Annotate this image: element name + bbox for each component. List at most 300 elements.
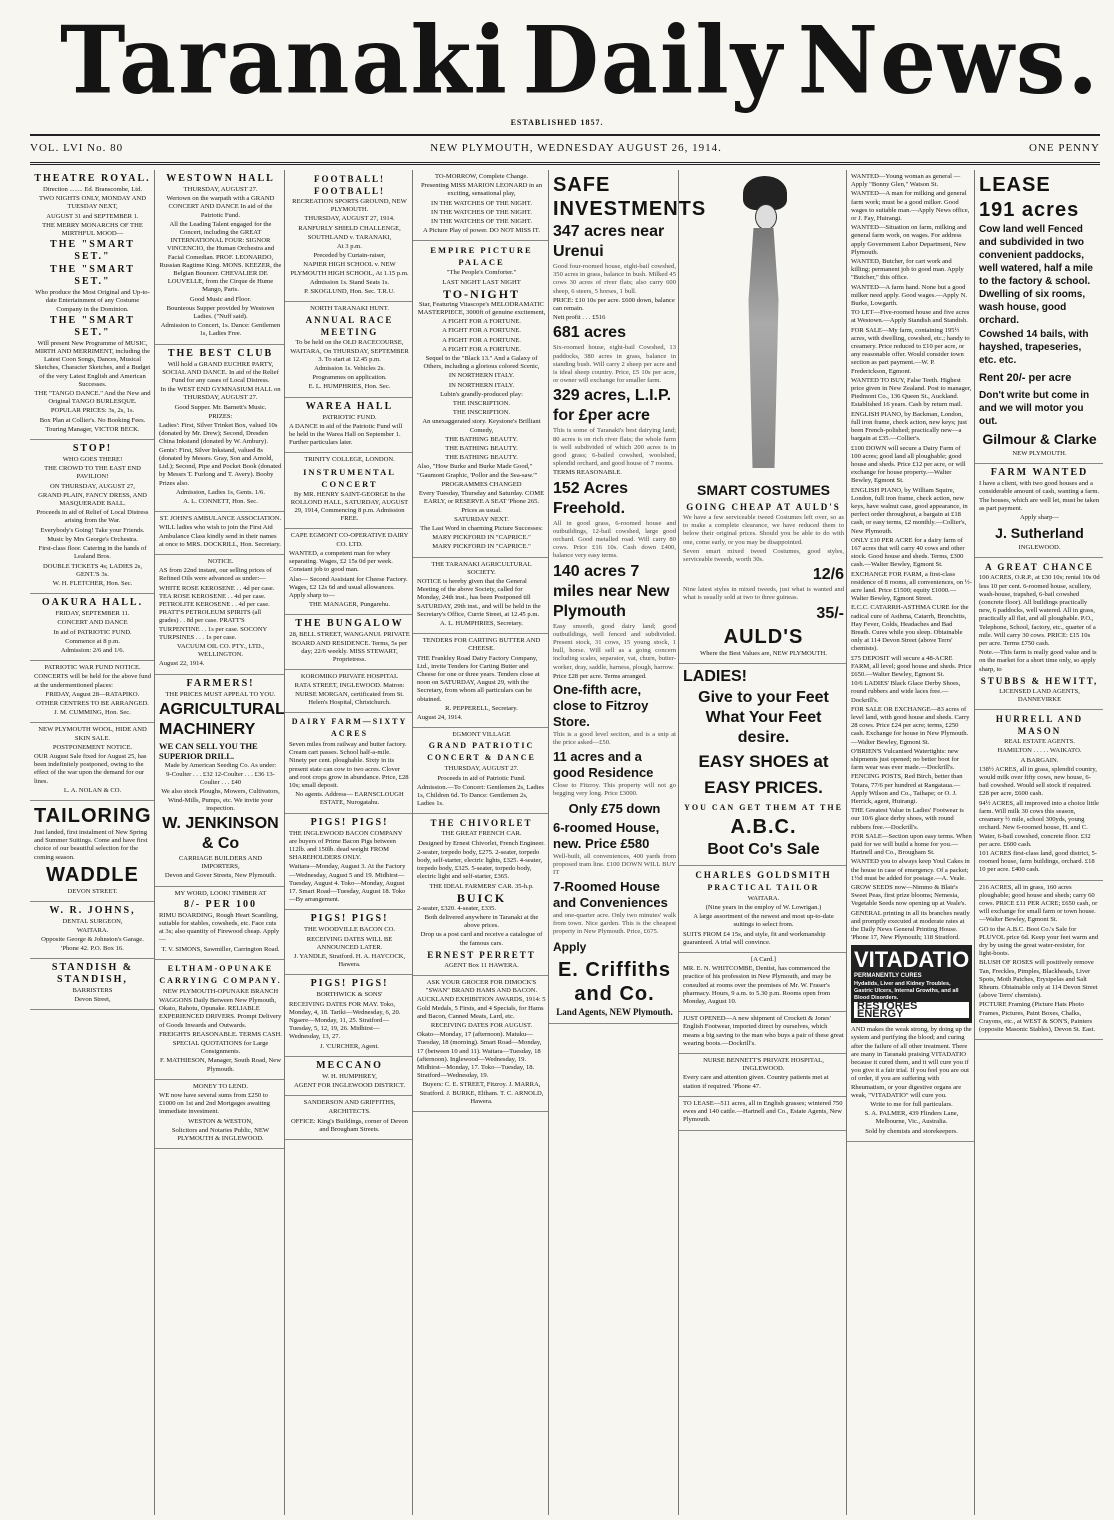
fitzroy-heading: One-fifth acre, close to Fitzroy Store. xyxy=(553,682,649,730)
koromiko-heading: KOROMIKO PRIVATE HOSPITAL xyxy=(300,673,399,681)
best-club-where: In the WEST END GYMNASIUM HALL on THURSDAY, AUGUST 27. xyxy=(160,386,281,402)
sold-by: Sold by chemists and storekeepers. xyxy=(865,1127,958,1135)
farm-wanted-body: I have a client, with two good houses and a considerable amount of cash, wanting a farm. The houses, which are well let, must be taken as part payment. xyxy=(979,480,1100,512)
griffiths-role: Land Agents, NEW Plymouth. xyxy=(556,1007,673,1018)
column-8 xyxy=(974,170,1103,1515)
timber-body: RIMU BOARDING, Rough Heart Scantling, suitable for stables, cowsheds, etc. Face cuts at 3s; also quantity of Firewood cheap. Apply— xyxy=(159,911,280,944)
tenders-signature: R. PEPPERELL, Secretary. xyxy=(445,704,518,712)
great-chance-heading: A GREAT CHANCE xyxy=(985,562,1094,573)
sanderson-role: ARCHITECTS. xyxy=(328,1108,371,1116)
dairy-heading: DAIRY FARM—SIXTY ACRES xyxy=(291,716,408,738)
tenders-body: THE Frankley Road Dairy Factory Company, Ltd., invite Tenders for Carting Butter and Cheese for one or three years. Tenders close at noon on SATURDAY, August 29, with the Secretary, from whom all particulars can be obtained. xyxy=(417,654,540,703)
bathing-2: THE BATHING BEAUTY. xyxy=(445,445,518,453)
acres681-heading: 681 acres xyxy=(553,324,626,342)
best-club-body: Will hold a GRAND EUCHRE PARTY, SOCIAL AND DANCE. In aid of the Relief Fund for any cases of Local Distress. xyxy=(162,360,279,385)
great-chance-ad xyxy=(975,558,1103,710)
apply: Apply xyxy=(553,940,587,955)
catering: First-class floor. Catering in the hands of Lealand Bros. xyxy=(38,545,147,561)
chivorlet-body: Designed by Ernest Chivorlet, French Engineer. xyxy=(418,839,545,847)
hurrell-name: HURRELL AND MASON xyxy=(995,714,1084,737)
meccano-ad xyxy=(285,1057,413,1096)
urenui-price: PRICE: £10 10s per acre. £600 down, balance can remain. xyxy=(553,296,675,313)
theatre-royal-ad xyxy=(30,170,154,440)
just-opened-body: JUST OPENED—A new shipment of Crockett & Jones' English Footwear, imported direct by ourselves, which means a big saving to the man who buys a pair of these great wearing boots.—Dockrill's. xyxy=(683,1015,844,1047)
oakura-date: FRIDAY, SEPTEMBER 11. xyxy=(55,610,130,618)
best-club-heading: THE BEST CLUB xyxy=(167,347,274,359)
tailoring-ad xyxy=(30,801,154,902)
jenkinson-name: W. JENKINSON & Co xyxy=(162,814,279,852)
egmont-heading: EGMONT VILLAGE xyxy=(452,731,511,739)
goldsmith-suits: SUITS FROM £4 15s, and style, fit and workmanship guaranteed. A trial will convince. xyxy=(683,930,826,946)
vitadatio-write: Write to me for full particulars. xyxy=(870,1100,953,1108)
sutherland-name: J. Sutherland xyxy=(995,525,1084,542)
watches-line-3: IN THE WATCHES OF THE NIGHT. xyxy=(431,218,532,226)
fortune-4: A FIGHT FOR A FORTUNE. xyxy=(442,345,521,353)
race-programmes: Programmes on application. xyxy=(312,374,387,382)
established-line: ESTABLISHED 1857. xyxy=(510,118,604,127)
westown-music: Good Music and Floor. xyxy=(189,295,252,303)
goldsmith-name: CHARLES GOLDSMITH xyxy=(695,869,832,880)
bungalow-body: 28, BELL STREET, WANGANUI. PRIVATE BOARD AND RESIDENCE. Terms, 5s per day; 22/6 weekly. MISS STEWART, Proprietress. xyxy=(289,631,410,663)
column-5 xyxy=(548,170,707,1515)
waddle-name: WADDLE xyxy=(46,863,139,886)
warea-fund: PATRIOTIC FUND. xyxy=(322,413,377,421)
residence-body: Close to Fitzroy. This property will not go begging very long. Price £3000. xyxy=(553,781,676,797)
dateline xyxy=(30,134,1100,165)
vitadatio-sub: PERMANENTLY CURES xyxy=(854,973,922,980)
grow-seeds: GROW SEEDS now—Nimmo & Blair's Sweet Peas, first prize blooms; Nemesia, Vegetable Seeds now opening up at Veale's. xyxy=(851,884,967,908)
oakura-aid: In aid of PATRIOTIC FUND. xyxy=(53,628,132,636)
egmont-village-ad xyxy=(413,728,549,814)
oakura-commence: Commence at 8 p.m. xyxy=(65,637,120,645)
johns-name: W. R. JOHNS, xyxy=(49,904,136,916)
cape-heading: CAPE EGMONT CO-OPERATIVE DAIRY CO. LTD. xyxy=(290,532,409,548)
best-club-admission: Admission, Ladies 1s, Gents. 1/6. xyxy=(175,488,265,496)
notice-price-list: WHITE ROSE KEROSENE . . 4d per case. TEA ROSE KEROSENE . . 4d per case. PETROLITE KEROSENE . . 4d per case. PRATT'S PETROLEUM SPIRITS (all grades) . . 8d per case. PRATT'S TURPENTINE . . 1s per case. SOCONY TURPSINES . . . 1s per case. xyxy=(159,584,275,641)
for-sale-2: FOR SALE OR EXCHANGE—83 acres of level land, with good house and sheds. Carry 28 cows. Price £24 per acre; terms, £250 cash. Exchange for house in New Plymouth.—Walter Bewley, Egmont St. xyxy=(851,705,970,746)
borthwick-pigs-ad xyxy=(285,975,413,1056)
woodville-pigs-ad xyxy=(285,910,413,975)
westown-supper: Bounteous Supper provided by Westown Ladies. ("Nuff said). xyxy=(166,304,275,321)
buyers: Buyers: C. E. STREET, Fitzroy. J. MARRA, Stratford. J. BURKE, Eltham. T. C. ARNOLD, Hawera. xyxy=(419,1081,544,1105)
aulds-sub: Where the Best Values are, NEW PLYMOUTH. xyxy=(700,649,827,657)
chivorlet-sub: THE GREAT FRENCH CAR. xyxy=(441,830,522,838)
obriens: O'BRIEN'S Vulcanised Watertights: new shipments just opened; no better boot for farm wear was ever made.—Dockrill's. xyxy=(851,747,960,772)
ambulance-body: WILL ladies who wish to join the First Aid Ambulance Class kindly send in their names at once to MRS. DOCKRILL, Hon. Secretary. xyxy=(159,524,281,548)
empire-sub: "The People's Comforter." xyxy=(446,269,517,277)
perrett-name: ERNEST PERRETT xyxy=(427,949,536,960)
ambulance-ad xyxy=(155,512,285,555)
costumes-body: We have a few serviceable tweed Costumes left over, so as to make a complete clearance, we have reduced them to below their original prices. Should you be able to do with one, come early, or you may be disappointed. xyxy=(683,514,844,546)
jenkinson-role: CARRIAGE BUILDERS AND IMPORTERS, xyxy=(178,854,263,871)
dairy-body: Seven miles from railway and butter factory. Cream cart passes. School half-a-mile. Ninety per cent. ploughable. Sixty in its present state can cow to two acres. Clover and root crops grow in abundance. Price, £28 10s; small deposit. xyxy=(289,740,409,789)
programmes-changed: PROGRAMMES CHANGED xyxy=(441,480,522,488)
southland-match: SOUTHLAND v. TARANAKI, xyxy=(307,233,392,241)
english-piano-2: ENGLISH PIANO, by William Squire, London, full iron frame, check action, new keys, have walnut case, good appearance, in perfect order throughout, a bargain at £18 cash, or easy terms, £2 monthly.—Collier's, New Plymouth. xyxy=(851,486,968,535)
instrumental-heading: INSTRUMENTAL CONCERT xyxy=(303,466,396,489)
fortune-3: A FIGHT FOR A FORTUNE. xyxy=(442,336,521,344)
eltham-heading: ELTHAM-OPUNAKE CARRYING COMPANY. xyxy=(159,963,282,985)
dimock-ad xyxy=(413,976,549,1112)
woodville-body: RECEIVING DATES WILL BE ANNOUNCED LATER. xyxy=(306,935,393,951)
dentist-card-ad xyxy=(679,953,847,1012)
nurse-heading: NURSE BENNETT'S PRIVATE HOSPITAL, INGLEWOOD. xyxy=(703,1057,824,1073)
wanted-cakes: WANTED you to always keep Youl Cakes in the house in case of emergency. Of a packet; 1½d must be added for postage.—A. Veale. xyxy=(851,858,970,882)
pigs-heading: PIGS! PIGS! xyxy=(310,816,389,828)
ideal-car: THE IDEAL FARMERS' CAR. 35-h.p. xyxy=(429,882,534,890)
bargain-heading: A BARGAIN. xyxy=(1020,756,1059,764)
ambulance-heading: ST. JOHN'S AMBULANCE ASSOCIATION. xyxy=(159,515,282,523)
italy-1: IN NORTHERN ITALY. xyxy=(448,372,515,380)
waddle-street: DEVON STREET. xyxy=(67,887,118,895)
urenui-net: Nett profit . . . £516 xyxy=(553,314,606,322)
tailoring-heading: TAILORING xyxy=(34,804,152,827)
lease-body: Cow land well Fenced and subdivided in two convenient paddocks, well watered, half a mile to the factory & school. Dwelling of six rooms, wash house, good orchard. xyxy=(979,224,1093,326)
borthwick-body: RECEIVING DATES FOR MAY. Toko, Monday, 4, 18. Tariki—Wednesday, 6, 20. Ngaere—Monday, 11, 25. Stratford—Tuesday, 5, 12, 19, 26. Midhirst—Wednesday, 13, 27. xyxy=(289,1000,401,1041)
agri-society-signature: A. L. HUMPHRIES, Secretary. xyxy=(440,619,523,627)
deposit-75: £75 DEPOSIT will secure a 48-ACRE FARM, all level; good house and sheds. Price £650.—Walter Bewley, Egmont St. xyxy=(851,654,972,678)
standish-role: BARRISTERS xyxy=(72,986,113,994)
best-club-ad xyxy=(155,345,285,512)
eltham-signature: F. MATHIESON, Manager, South Road, New Plymouth. xyxy=(160,1057,281,1073)
everybody-going: Everybody's Going! Take your Friends. xyxy=(40,526,145,534)
urenui-heading: 347 acres near Urenui xyxy=(553,223,665,260)
wanted-to-buy: WANTED TO BUY, False Teeth. Highest price given in New Zealand. Post to manager, Piedmont Co., 136 Queen St., Auckland. Established 16 years. Cash by return mail. xyxy=(851,376,972,409)
orchestra: Music by Mrs George's Orchestra. xyxy=(47,535,138,543)
perrett-agent: AGENT Box 11 HAWERA. xyxy=(444,961,519,969)
smart-set-heading: THE "SMART SET." xyxy=(50,239,135,263)
buick-body: Both delivered anywhere in Taranaki at the above prices. xyxy=(424,914,539,930)
goldsmith-town: WAITARA. xyxy=(747,894,780,902)
standish-ad xyxy=(30,959,154,1010)
only-10-per-acre: ONLY £10 PER ACRE for a dairy farm of 167 acres that will carry 40 cows and other stock. Good house and sheds. Terms, £300 cash.—Walter Bewley, Egmont St. xyxy=(851,536,965,569)
italy-2: IN NORTHERN ITALY. xyxy=(448,381,515,389)
urenui-body: Good four-roomed house, eight-bail cowshed, 350 acres in grass, balance in bush. Milked 45 cows 30 acres of river flats; also carry 600 sheep, 6 steers, 5 horses, 1 bull. xyxy=(553,263,676,295)
column-1 xyxy=(30,170,154,1515)
money-to-lend-ad xyxy=(155,1080,285,1149)
buick-list: 2-seater, £320. 4-seater, £335. xyxy=(417,904,497,912)
tenders-ad xyxy=(413,634,549,728)
bargain-101: 101 ACRES first-class land, good district, 5-roomed house, farm buildings, orchard. £18 10 per acre. £400 cash. xyxy=(979,849,1097,874)
fortune-2: A FIGHT FOR A FORTUNE. xyxy=(442,327,521,335)
johns-role: DENTAL SURGEON, xyxy=(62,917,123,925)
koromiko-body: RATA STREET, INGLEWOOD. Matron: NURSE MORGAN, certificated from St. Helen's Hospital, Christchurch. xyxy=(294,682,405,706)
goldsmith-ad xyxy=(679,866,847,953)
aulds-costumes-ad xyxy=(679,170,847,664)
dimock-heading: ASK YOUR GROCER FOR DIMOCK'S "SWAN" BRAND HAMS AND BACON. xyxy=(425,979,538,995)
volume-number: VOL. LVI No. 80 xyxy=(30,142,124,154)
eltham-special: SPECIAL QUOTATIONS for Large Consignments. xyxy=(172,1040,269,1056)
pigs2-heading: PIGS! PIGS! xyxy=(310,913,389,925)
westown-talent: All the Leading Talent engaged for the Concert, including the GREAT INTERNATIONAL FOUR: SIGNOR VINCENCIO, the Human Orchestra and Facial Comedian. PROF. LEONARDO, Russian Ragtime King. MONS. KEEZER, the Belgian Bouncer. CHEVALIER DE LOUVELLE, from the Cirque de Hume Mango, Paris. xyxy=(159,220,282,294)
double-tickets: DOUBLE TICKETS 4s; LADIES 2s, GENT.'S 3s. xyxy=(43,562,142,578)
general-printing: GENERAL printing in all its branches neatly and promptly executed at moderate rates at the Daily News General Printing House. 'Phone 17, New Plymouth; 118 Stratford. xyxy=(851,909,970,942)
prizes-body: Ladies': First, Silver Trinket Box, valued 10s (donated by Mr. Drew); Second, Dresden China Inkstand (donated by W. Ambury). Gents': First, Silver Inkstand, valued 8s (donated by Messrs. Gray, Son and Arnold, Ltd.); Second, Pipe and Pocket Book (donated by Messrs T. Furlong and T. Avery). Booby Prizes also. xyxy=(159,422,282,487)
theatre-direction: Direction ........ Ed. Branscombe, Ltd. xyxy=(42,186,143,193)
farmers-body: THE PRICES MUST APPEAL TO YOU. xyxy=(165,690,276,698)
for-sale-3: FOR SALE—Section upon easy terms. When paid for we will build a home for you.—Hartnell and Co., Brougham St. xyxy=(851,832,972,857)
woodville-signature: J. YANDLE, Stratford. H. A. HAYCOCK, Hawera. xyxy=(293,953,406,969)
westown-date: THURSDAY, AUGUST 27. xyxy=(183,186,258,193)
instrumental-body: By MR. HENRY SAINT-GEORGE In the ROLLOND HALL, SATURDAY, AUGUST 29, 1914, Commencing 8 p.m. Admission FREE. xyxy=(290,490,409,523)
seven-room-heading: 7-Roomed House and Conveniences xyxy=(553,878,668,910)
tomorrow-ad xyxy=(413,170,549,241)
agri-society-heading: THE TARANAKI AGRICULTURAL SOCIETY. xyxy=(431,560,532,576)
postponement-heading: POSTPONEMENT NOTICE. xyxy=(52,743,133,751)
coulter-price-list: 9-Coulter . . . £32 12-Coulter . . . £36 13-Coulter . . . £40 xyxy=(166,770,275,787)
stop-crowd: THE CROWD TO THE EAST END PAVILION! xyxy=(44,465,141,481)
standish-name: STANDISH & STANDISH, xyxy=(51,961,134,985)
postponement-body: OUR August Sale fixed for August 25, has been indefinitely postponed, owing to the effect of the war upon the demand for our lines. xyxy=(34,752,147,785)
theatre-body: Who produce the Most Original and Up-to-date Entertainment of any Costume Company in the Dominion. xyxy=(35,289,150,313)
football-admission: Admission 1s. Stand Seats 1s. xyxy=(309,278,390,286)
best-club-signature: A. L. CONNETT, Hon. Sec. xyxy=(183,497,258,505)
humphrey-name: W. H. HUMPHREY, xyxy=(322,1072,377,1080)
smart-set-heading-2: THE "SMART SET." xyxy=(50,264,135,288)
receiving-heading: RECEIVING DATES FOR AUGUST. xyxy=(430,1022,533,1030)
english-piano-1: ENGLISH PIANO, by Backman, London, full iron frame, check action, new keys; just been French-polished; practically new—a bargain at £35.—Collier's. xyxy=(851,410,967,443)
ladies-shoes: 10/6 LADIES' Black Glace Derby Shoes, round rubbers and wide laces free.—Dockrill's. xyxy=(851,680,961,704)
stop-ad xyxy=(30,440,154,594)
abc-intro: YOU CAN GET THEM AT THE xyxy=(684,802,843,812)
bathing-3: THE BATHING BEAUTY. xyxy=(445,454,518,462)
westown-body: Wertown on the warpath with a GRAND CONCERT AND DANCE In aid of the Patriotic Fund. xyxy=(166,195,275,219)
watches-line-2: IN THE WATCHES OF THE NIGHT. xyxy=(431,208,532,216)
smart-set-heading-3: THE "SMART SET." xyxy=(50,314,135,338)
eltham-freight: FREIGHTS REASONABLE. TERMS CASH. xyxy=(159,1030,282,1038)
vitadatio-name: VITADATIO xyxy=(854,947,970,973)
title-word-2: Daily xyxy=(522,5,784,115)
costumes-price: 12/6 xyxy=(812,566,844,584)
aulds-name: AULD'S xyxy=(723,625,804,648)
advertisement-columns xyxy=(30,170,1102,1515)
eltham-body: WAGGONS Daily Between New Plymouth, Okato, Rahotu, Opunake. RELIABLE EXPERIENCED DRIVERS. Prompt Delivery of Goods Inwards and Outwards. xyxy=(159,997,282,1029)
patriotic-other: OTHER CENTRES TO BE ARRANGED. xyxy=(36,699,149,707)
new-plymouth-body: Easy smooth, good dairy land; good outbuildings, well fenced and subdivided. Present stock, 31 cows, 15 young stock, 1 bull, horse. Will sell as a going concern including scales, separator, vat, churn, butter-worker, dray, saddle, harness, plough, harrow. xyxy=(553,622,676,671)
lip-body: This is some of Taranaki's best dairying land; 80 acres is on rich river flats; the whole farm is well subdivided of which 200 acres is in good grass; 6-bailed cowshed, woolshed, splendid orchard, and good house of 7 rooms. xyxy=(553,427,676,468)
bargain-94: 94½ ACRES, all improved into a choice little farm. Will milk 30 cows this season, creamery ½ mile, school 300yds, young orchard. New 6-roomed house, H. and C. Water, 6-bail cowshed, concrete floor. £32 per acre. £600 cash. xyxy=(979,799,1099,848)
bargain-216: 216 ACRES, all in grass, 160 acres ploughable; good house and sheds; carry 60 cows. PRICE £11 PER ACRE; £650 cash, or will exchange for small farm or town house.—Walter Bewley, Egmont St. xyxy=(979,883,1098,924)
palmer-address: S. A. PALMER, 439 Flinders Lane, Melbourne, Vic., Australia. xyxy=(864,1110,959,1126)
classifieds-2 xyxy=(975,881,1103,1041)
timber-price: 8/- PER 100 xyxy=(183,898,258,910)
tonight: TO-NIGHT xyxy=(442,286,521,301)
inscription-1: THE INSCRIPTION. xyxy=(452,400,511,408)
price: ONE PENNY xyxy=(1028,142,1100,154)
ecc-cure: E.C.C. CATARRH-ASTHMA CURE for the radical cure of Asthma, Catarrh, Bronchitis, Hay Fever, Colds, Headaches and Bad Breath. Cures while you sleep. Obtainable only at 114 Devon Street (above Terrs' chemists). xyxy=(851,604,969,653)
sanderson-ad xyxy=(285,1096,413,1140)
masthead xyxy=(0,0,1114,127)
oil-notice-ad xyxy=(155,555,285,675)
football-ad xyxy=(285,170,413,302)
agri-society-body: NOTICE is hereby given that the General Meeting of the above Society, called for Monday, 24th inst., has been Postponed till SATURDAY, 29th inst., and will be held in the Secretary's Office, Currie Street, at 12.45 p.m. xyxy=(417,577,541,618)
pigs3-heading: PIGS! PIGS! xyxy=(310,978,389,990)
patriotic-concert-date: THURSDAY, AUGUST 27. xyxy=(444,765,519,773)
curtain-raiser: Preceded by Curtain-raiser, xyxy=(313,252,386,260)
eltham-carrying-ad xyxy=(155,960,285,1080)
give-feet: Give to your Feet What Your Feet desire. xyxy=(698,688,829,746)
place-date: NEW PLYMOUTH, WEDNESDAY AUGUST 26, 1914. xyxy=(430,142,722,154)
abc-shoes-ad xyxy=(679,664,847,866)
wanted-5: WANTED—A farm hand. None but a good milker need apply. Good wages.—Apply N. Burke, Lowgarth. xyxy=(851,283,968,308)
to-lease-ad xyxy=(679,1097,847,1131)
stop-sub: WHO GOES THERE! xyxy=(62,456,123,464)
race-admission: Admission 1s. Vehicles 2s. xyxy=(314,365,385,373)
ladies-heading: LADIES! xyxy=(683,667,747,685)
grand-plain: GRAND PLAIN, FANCY DRESS, AND MASQUERADE BALL. xyxy=(38,491,147,508)
bungalow-ad xyxy=(285,615,413,670)
bungalow-heading: THE BUNGALOW xyxy=(295,618,404,630)
column-4 xyxy=(412,170,549,1515)
goldsmith-shipment: A large assortment of the newest and most up-to-date suitings to select from. xyxy=(693,913,834,929)
dont-write: Don't write but come in and we will motor you out. xyxy=(979,390,1090,427)
picture-framing: PICTURE Framing (Picture Hats Photo Frames, Pictures, Paint Boxes, Chalks, Crayons, etc., at WEST & SON'S, Painters (opposite Masonic Stables), Devon St. East. xyxy=(979,1001,1096,1033)
money-body: WE now have several sums from £250 to £1000 on 1st and 2nd Mortgages awaiting immediate investment. xyxy=(159,1092,270,1116)
card-heading: [A Card.] xyxy=(751,956,776,964)
just-opened-ad xyxy=(679,1012,847,1054)
fitzroy-body: This is a good level section, and is a snip at the price asked—£50. xyxy=(553,731,676,747)
timber-heading: MY WORD, LOOK! TIMBER AT xyxy=(174,889,267,897)
johns-dentist-ad xyxy=(30,902,154,959)
costumes-list-2: Nine latest styles in mixed tweeds, just what is wanted and what is usually sold at two to three guineas. xyxy=(683,586,844,602)
only-75-down: Only £75 down xyxy=(568,800,661,816)
empire-palace-ad xyxy=(413,241,549,557)
inglewood-pigs-ad xyxy=(285,814,413,911)
safe-investments-ad xyxy=(549,170,707,1024)
column-2 xyxy=(154,170,285,1515)
agricultural-society-ad xyxy=(413,558,549,635)
watches-line-1: IN THE WATCHES OF THE NIGHT. xyxy=(431,199,532,207)
sequel: Sequel to the "Black 13." And a Galaxy of Others, including a glorious colored Scenic, xyxy=(423,355,540,371)
stubbs-role: LICENSED LAND AGENTS, DANNEVIRKE xyxy=(999,687,1080,704)
nurse-body: Every care and attention given. Country patients met at station if required. 'Phone 47. xyxy=(683,1074,829,1090)
patriotic-ratapiko: FRIDAY, August 28—RATAPIKO. xyxy=(45,690,140,698)
dairy-agents: No agents. Address— EARNSCLOUGH ESTATE, Nurogatahu. xyxy=(295,791,404,807)
apply-sharp: Apply sharp— xyxy=(1019,514,1059,522)
chivorlet-ad xyxy=(413,814,549,976)
race-body: To be held on the OLD RACECOURSE, WAITARA, On THURSDAY, SEPTEMBER 3. To start at 12.45 p.m. xyxy=(290,339,409,363)
safe-investments-heading: SAFE INVESTMENTS xyxy=(553,174,707,220)
lip-terms: TERMS REASONABLE. xyxy=(553,469,622,477)
dairy-farm-ad xyxy=(285,713,413,814)
patriotic-heading: PATRIOTIC WAR FUND NOTICE. xyxy=(44,664,141,672)
farmers-machinery-ad xyxy=(155,675,285,887)
superior-drill: WE CAN SELL YOU THE SUPERIOR DRILL. xyxy=(159,740,258,761)
warea-body: A DANCE in aid of the Patriotic Fund will be held in the Warea Hall on September 1. Further particulars later. xyxy=(289,422,403,447)
bathing-also: Also, "How Burke and Burke Made Good," "Gaumont Graphic, 'Pollor and the Sea-saw.'" xyxy=(417,463,538,479)
abc-name: A.B.C. xyxy=(730,815,797,838)
eltham-branch: NEW PLYMOUTH-OPUNAKE BRANCH xyxy=(162,987,279,995)
stop-date: ON THURSDAY, AUGUST 27, xyxy=(50,482,135,490)
gilmour-town: NEW PLYMOUTH. xyxy=(1012,450,1067,457)
column-6 xyxy=(678,170,847,1515)
sanderson-name: SANDERSON AND GRIFFITHS, xyxy=(303,1099,396,1107)
skoglund-signature: P. SKOGLUND, Hon. Sec. T.R.U. xyxy=(304,288,395,296)
lease-heading: LEASE xyxy=(979,174,1051,196)
prizes-heading: PRIZES: xyxy=(208,412,233,420)
last-night: LAST NIGHT LAST NIGHT xyxy=(442,278,521,286)
hunt-heading: NORTH TARANAKI HUNT. xyxy=(310,305,389,313)
tenders-heading: TENDERS FOR CARTING BUTTER AND CHEESE. xyxy=(422,637,541,653)
popular-prices: POPULAR PRICES: 3s, 2s, 1s. xyxy=(50,407,135,415)
greatest-value: THE Greatest Value in Ladies' Footwear is our 10/6 glace derby shoes, with round rubbers free.—Dockrill's. xyxy=(851,807,964,831)
acres-191: 191 acres xyxy=(979,199,1080,221)
theatre-dates: AUGUST 31 and SEPTEMBER 1. xyxy=(46,212,139,220)
cape-egmont-ad xyxy=(285,529,413,615)
box-plan: Box Plan at Collier's. No Booking Fees. xyxy=(39,416,146,424)
pickford-2: MARY PICKFORD IN "CAPRICE." xyxy=(432,543,531,551)
chivorlet-heading: THE CHIVORLET xyxy=(430,818,533,829)
vitadatio-list: Hydatids, Liver and Kidney Troubles, Gastric Ulcers, Internal Growths, and all Blood Disorders. xyxy=(854,980,959,1001)
seven-room-body: and one-quarter acre. Only two minutes' walk from town. Nice garden. This is the cheapest property in New Plymouth. Price, £675. xyxy=(553,911,676,935)
chivorlet-list: 2-seater, torpedo body, £275. 2-seater, torpedo body, self-starter, electric lights, £325. 4-seater, torpedo body, £325. 5-seater, torpedo body, electric light and self-starter, £365. xyxy=(417,848,543,881)
to-let: TO LET—Five-roomed house and five acres at Westown.—Apply Standish and Standish. xyxy=(851,309,970,325)
lease-ad xyxy=(975,170,1103,464)
farm-wanted-ad xyxy=(975,464,1103,558)
buick-heading: BUICK xyxy=(456,890,507,905)
column-7 xyxy=(846,170,975,1515)
lubin: Lubin's grandly-produced play: xyxy=(440,390,523,398)
tomorrow-heading: TO-MORROW, Complete Change. xyxy=(434,173,529,180)
meccano-heading: MECCANO xyxy=(316,1059,383,1071)
lip-heading: 329 acres, L.I.P. for £per acre xyxy=(553,387,672,425)
wanted-3: WANTED—Situation on farm, milking and general farm work, on wages. For address apply Government Labor Department, New Plymouth. xyxy=(851,224,967,256)
hurrell-towns: HAMILTON . . . . . WAIKATO. xyxy=(997,747,1082,755)
tenders-date: August 24, 1914. xyxy=(417,713,463,721)
costumes-list: Seven smart mixed tweed Costumes, good styles, serviceable tweeds, worth 30s. xyxy=(683,547,844,564)
programmes-body: Every Tuesday, Thursday and Saturday. COME EARLY, or RESERVE A SEAT 'Phone 265. Prices as usual. xyxy=(418,490,545,514)
ranfurly-shield: RANFURLY SHIELD CHALLENGE, xyxy=(298,224,401,232)
farm-wanted-heading: FARM WANTED xyxy=(990,467,1089,479)
oakura-heading: OAKURA HALL. xyxy=(41,597,144,609)
goldsmith-body: (Nine years in the employ of W. Lowrigan.) xyxy=(705,904,822,912)
abc-sale: Boot Co's Sale xyxy=(707,840,820,858)
rent: Rent 20/- per acre xyxy=(979,372,1072,384)
great-chance-body: 100 ACRES, O.R.P., at £30 10s; rental 10s 0d less 10 per cent. 6-roomed house, scullery, wash-house, trapshed, 6-bail cowshed (concrete floor). All buildings practically new, 6 paddocks, well watered. All in grass, practically all flat, and all ploughable. P.O., Telephone, School, factory, etc., quarter of a mile. Will carry 30 cows. PRICE: £15 10s per acre. Terms £750 cash. xyxy=(979,574,1100,648)
johns-town: WAITARA. xyxy=(76,927,109,935)
westown-heading: WESTOWN HALL xyxy=(166,173,275,184)
borthwick-heading: BORTHWICK & SONS' xyxy=(316,991,383,999)
notice-body: AS from 22nd instant, our selling prices of Refined Oils were advanced as under:— xyxy=(159,567,272,583)
football-heading: FOOTBALL! FOOTBALL! xyxy=(313,174,385,196)
westown-admission: Admission to Concert, 1s. Dance: Gentlemen 1s, Ladies Free. xyxy=(160,322,281,338)
inscription-2: THE INSCRIPTION. xyxy=(452,409,511,417)
race-heading: ANNUAL RACE MEETING xyxy=(305,315,394,338)
superior-body: Made by American Seeding Co. As under: xyxy=(164,761,277,769)
acres681-body: Six-roomed house, eight-bail Cowshed, 13 paddocks, 380 acres in grass, balance in standing bush. Will carry 2 sheep per acre and is ideal sheep country. Price, £5 10s per acre, or owner will exchange for smaller farm. xyxy=(553,344,676,385)
new-plymouth-heading: 140 acres 7 miles near New Plymouth xyxy=(553,562,670,620)
to-lease-body: TO LEASE—511 acres, all in English grasses; wintered 750 ewes and 140 cattle.—Hartnell and Co., Estate Agents, New Plymouth. xyxy=(683,1099,843,1124)
fencing-posts: FENCING POSTS, Red Birch, better than Totara, 77/6 per hundred at Rangataua.—Apply Wilson and Co., Taihape; or O. J. Herrick, agent, Huirangi. xyxy=(851,773,963,806)
wool-sale-ad xyxy=(30,723,154,801)
exchange-farm: EXCHANGE FOR FARM, a first-class residence of 8 rooms, all conveniences, on ½-acre land. Price £1500; equity £1000.—Walter Bewley, Egmont Street. xyxy=(851,570,972,603)
blush-of-roses: BLUSH OF ROSES will positively remove Tan, Freckles, Pimples, Blackheads, Liver Spots, Moth Patches, Erysipelas and Salt Rheum. Obtainable only at 114 Devon Street (above Terrs' chemists). xyxy=(979,959,1098,1000)
oakura-hall-ad xyxy=(30,594,154,661)
empire-heading: EMPIRE PICTURE PALACE xyxy=(430,245,533,268)
stop-heading: STOP! xyxy=(72,443,113,455)
pigs-dates: Waitara—Monday, August 3. At the Factory—Wednesday, August 5 and 19. Midhirst—Tuesday, August 4. Toko—Monday, August 17. Smart Road—Tuesday, August 18. Toko—By arrangement. xyxy=(289,863,406,904)
notice-heading: NOTICE. xyxy=(207,557,234,565)
new-plymouth-price: Price £28 per acre. Terms arranged. xyxy=(553,672,647,680)
napier-match: NAPIER HIGH SCHOOL v. NEW PLYMOUTH HIGH SCHOOL, At 1.15 p.m. xyxy=(290,261,409,277)
theatre-heading: THEATRE ROYAL. xyxy=(34,173,151,184)
wanted-2: WANTED—A man for milking and general farm work; must be a good milker. Good wages to suitable man.—Apply News office, or J. Fay, Huirangi. xyxy=(851,190,970,223)
freehold-heading: 152 Acres Freehold. xyxy=(553,479,629,517)
patriotic-concert-proceeds: Proceeds in aid of Patriotic Fund. xyxy=(437,774,526,782)
race-meeting-ad xyxy=(285,302,413,397)
restores-energy: RESTORES ENERGY xyxy=(854,1002,969,1018)
fortune-1: A FIGHT FOR A FORTUNE. xyxy=(442,318,521,326)
